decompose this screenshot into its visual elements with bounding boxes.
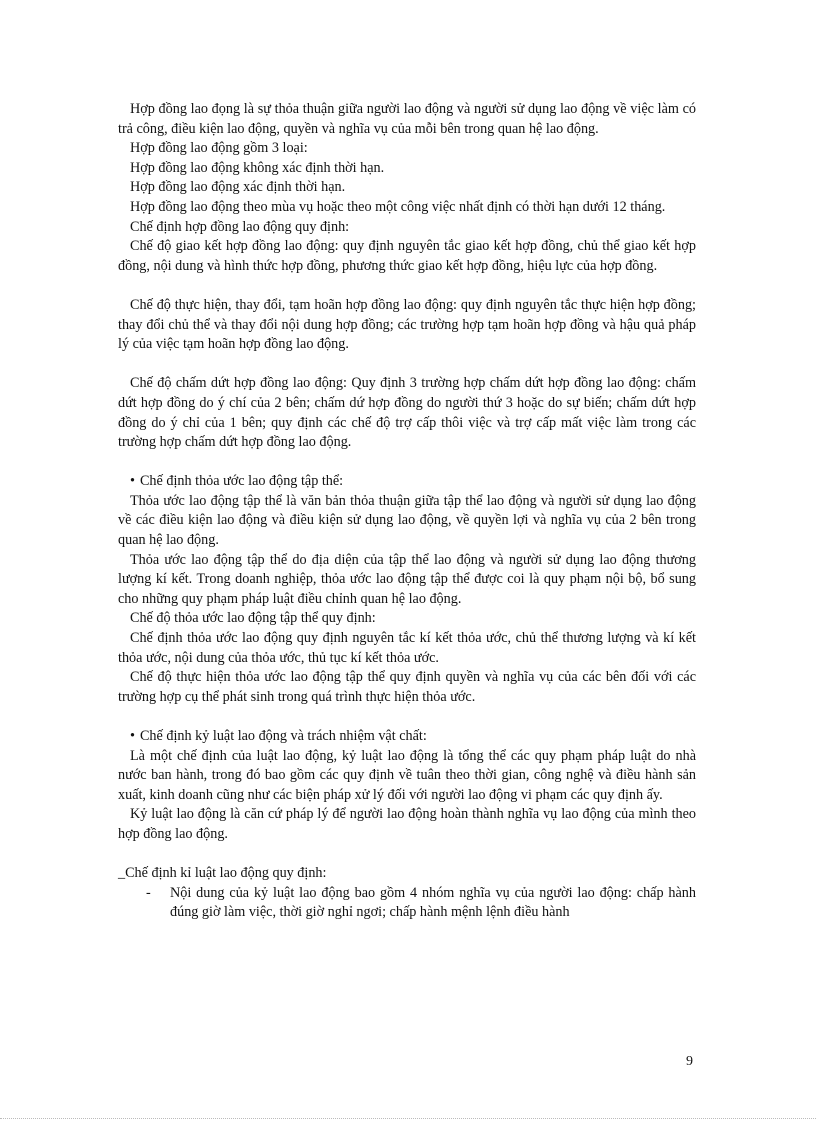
list-item-text: Nội dung của kỷ luật lao động bao gồm 4 nhóm nghĩa vụ của người lao động: chấp hành đúng giờ làm việc, thời giờ nghỉ ngơi; chấp hành mệnh lệnh điều hành (170, 884, 696, 921)
paragraph: Kỷ luật lao động là căn cứ pháp lý để người lao động hoàn thành nghĩa vụ lao động của mình theo hợp đồng lao động. (118, 806, 696, 842)
paragraph: Hợp đồng lao động xác định thời hạn. (130, 179, 346, 196)
paragraph-spacer (118, 845, 696, 865)
paragraph-spacer (118, 707, 696, 727)
section-heading: • Chế định thỏa ước lao động tập thể: (118, 472, 696, 492)
paragraph: Chế định thỏa ước lao động quy định nguyên tắc kí kết thỏa ước, chủ thể thương lượng và kí kết thỏa ước, nội dung của thỏa ước, thủ tục kí kết thỏa ước. (118, 630, 696, 666)
paragraph: Chế độ chấm dứt hợp đồng lao động: Quy định 3 trường hợp chấm dứt hợp đồng lao động: chấm dứt hợp đồng do ý chí của 2 bên; chấm dứ hợp đồng do người thứ 3 hoặc do sự biến; chấm dứt hợp đồng do ý chỉ của 1 bên; quy định các chế độ trợ cấp thôi việc và trợ cấp mất việc làm trong các trường hợp chấm dứt hợp đồng lao động. (118, 375, 696, 451)
document-body (118, 100, 696, 923)
paragraph: Chế độ thực hiện thỏa ước lao động tập thể quy định quyền và nghĩa vụ của các bên đối với các trường hợp cụ thể phát sinh trong quá trình thực hiện thỏa ước. (118, 669, 696, 705)
paragraph: Thỏa ước lao động tập thể do địa diện của tập thể lao động và người sử dụng lao động thương lượng kí kết. Trong doanh nghiệp, thỏa ước lao động tập thể được coi là quy phạm nội bộ, bổ sung cho những quy phạm pháp luật điều chỉnh quan hệ lao động. (118, 551, 696, 607)
paragraph: Hợp đồng lao đọng là sự thỏa thuận giữa người lao động và người sử dụng lao động về việc làm có trả công, điều kiện lao động, quyền và nghĩa vụ của mỗi bên trong quan hệ lao động. (118, 101, 696, 137)
paragraph: Chế độ giao kết hợp đồng lao động: quy định nguyên tắc giao kết hợp đồng, chủ thể giao kết hợp đồng, nội dung và hình thức hợp đồng, phương thức giao kết hợp đồng, hiệu lực của hợp đồng. (118, 238, 696, 274)
paragraph-spacer (118, 276, 696, 296)
paragraph: Chế độ thực hiện, thay đổi, tạm hoãn hợp đồng lao động: quy định nguyên tắc thực hiện hợp đồng; thay đổi chủ thể và thay đổi nội dung hợp đồng; các trường hợp tạm hoãn hợp đồng và hậu quả pháp lý của việc tạm hoãn hợp đồng lao động. (118, 296, 696, 353)
page-number: 9 (686, 1054, 693, 1069)
paragraph: Hợp đồng lao động không xác định thời hạn. (130, 159, 385, 176)
paragraph-spacer (118, 453, 696, 473)
paragraph: Hợp đồng lao động theo mùa vụ hoặc theo một công việc nhất định có thời hạn dưới 12 tháng. (130, 198, 666, 215)
paragraph: Chế độ thỏa ước lao động tập thể quy định: (130, 610, 376, 627)
paragraph: Chế định hợp đồng lao động quy định: (130, 218, 350, 235)
paragraph: Là một chế định của luật lao động, kỷ luật lao động là tổng thể các quy phạm pháp luật do nhà nước ban hành, trong đó bao gồm các quy định về tuân theo thời gian, công nghệ và điều hành sản xuất, kinh doanh cũng như các biện pháp xử lý đối với người lao động vi phạm các quy định ấy. (118, 747, 696, 803)
list-item (118, 884, 696, 923)
paragraph: Hợp đồng lao động gồm 3 loại: (130, 140, 308, 157)
list-marker: - (146, 884, 151, 901)
paragraph: Thỏa ước lao động tập thể là văn bản thỏa thuận giữa tập thể lao động và người sử dụng lao động về các điều kiện lao động và điều kiện sử dụng lao động, về quyền lợi và nghĩa vụ của 2 bên trong quan hệ lao động. (118, 492, 696, 549)
page-bottom-rule (0, 1118, 816, 1119)
paragraph-spacer (118, 355, 696, 375)
section-heading: • Chế định kỷ luật lao động và trách nhiệm vật chất: (118, 727, 696, 747)
paragraph: _Chế định kỉ luật lao động quy định: (118, 865, 327, 882)
